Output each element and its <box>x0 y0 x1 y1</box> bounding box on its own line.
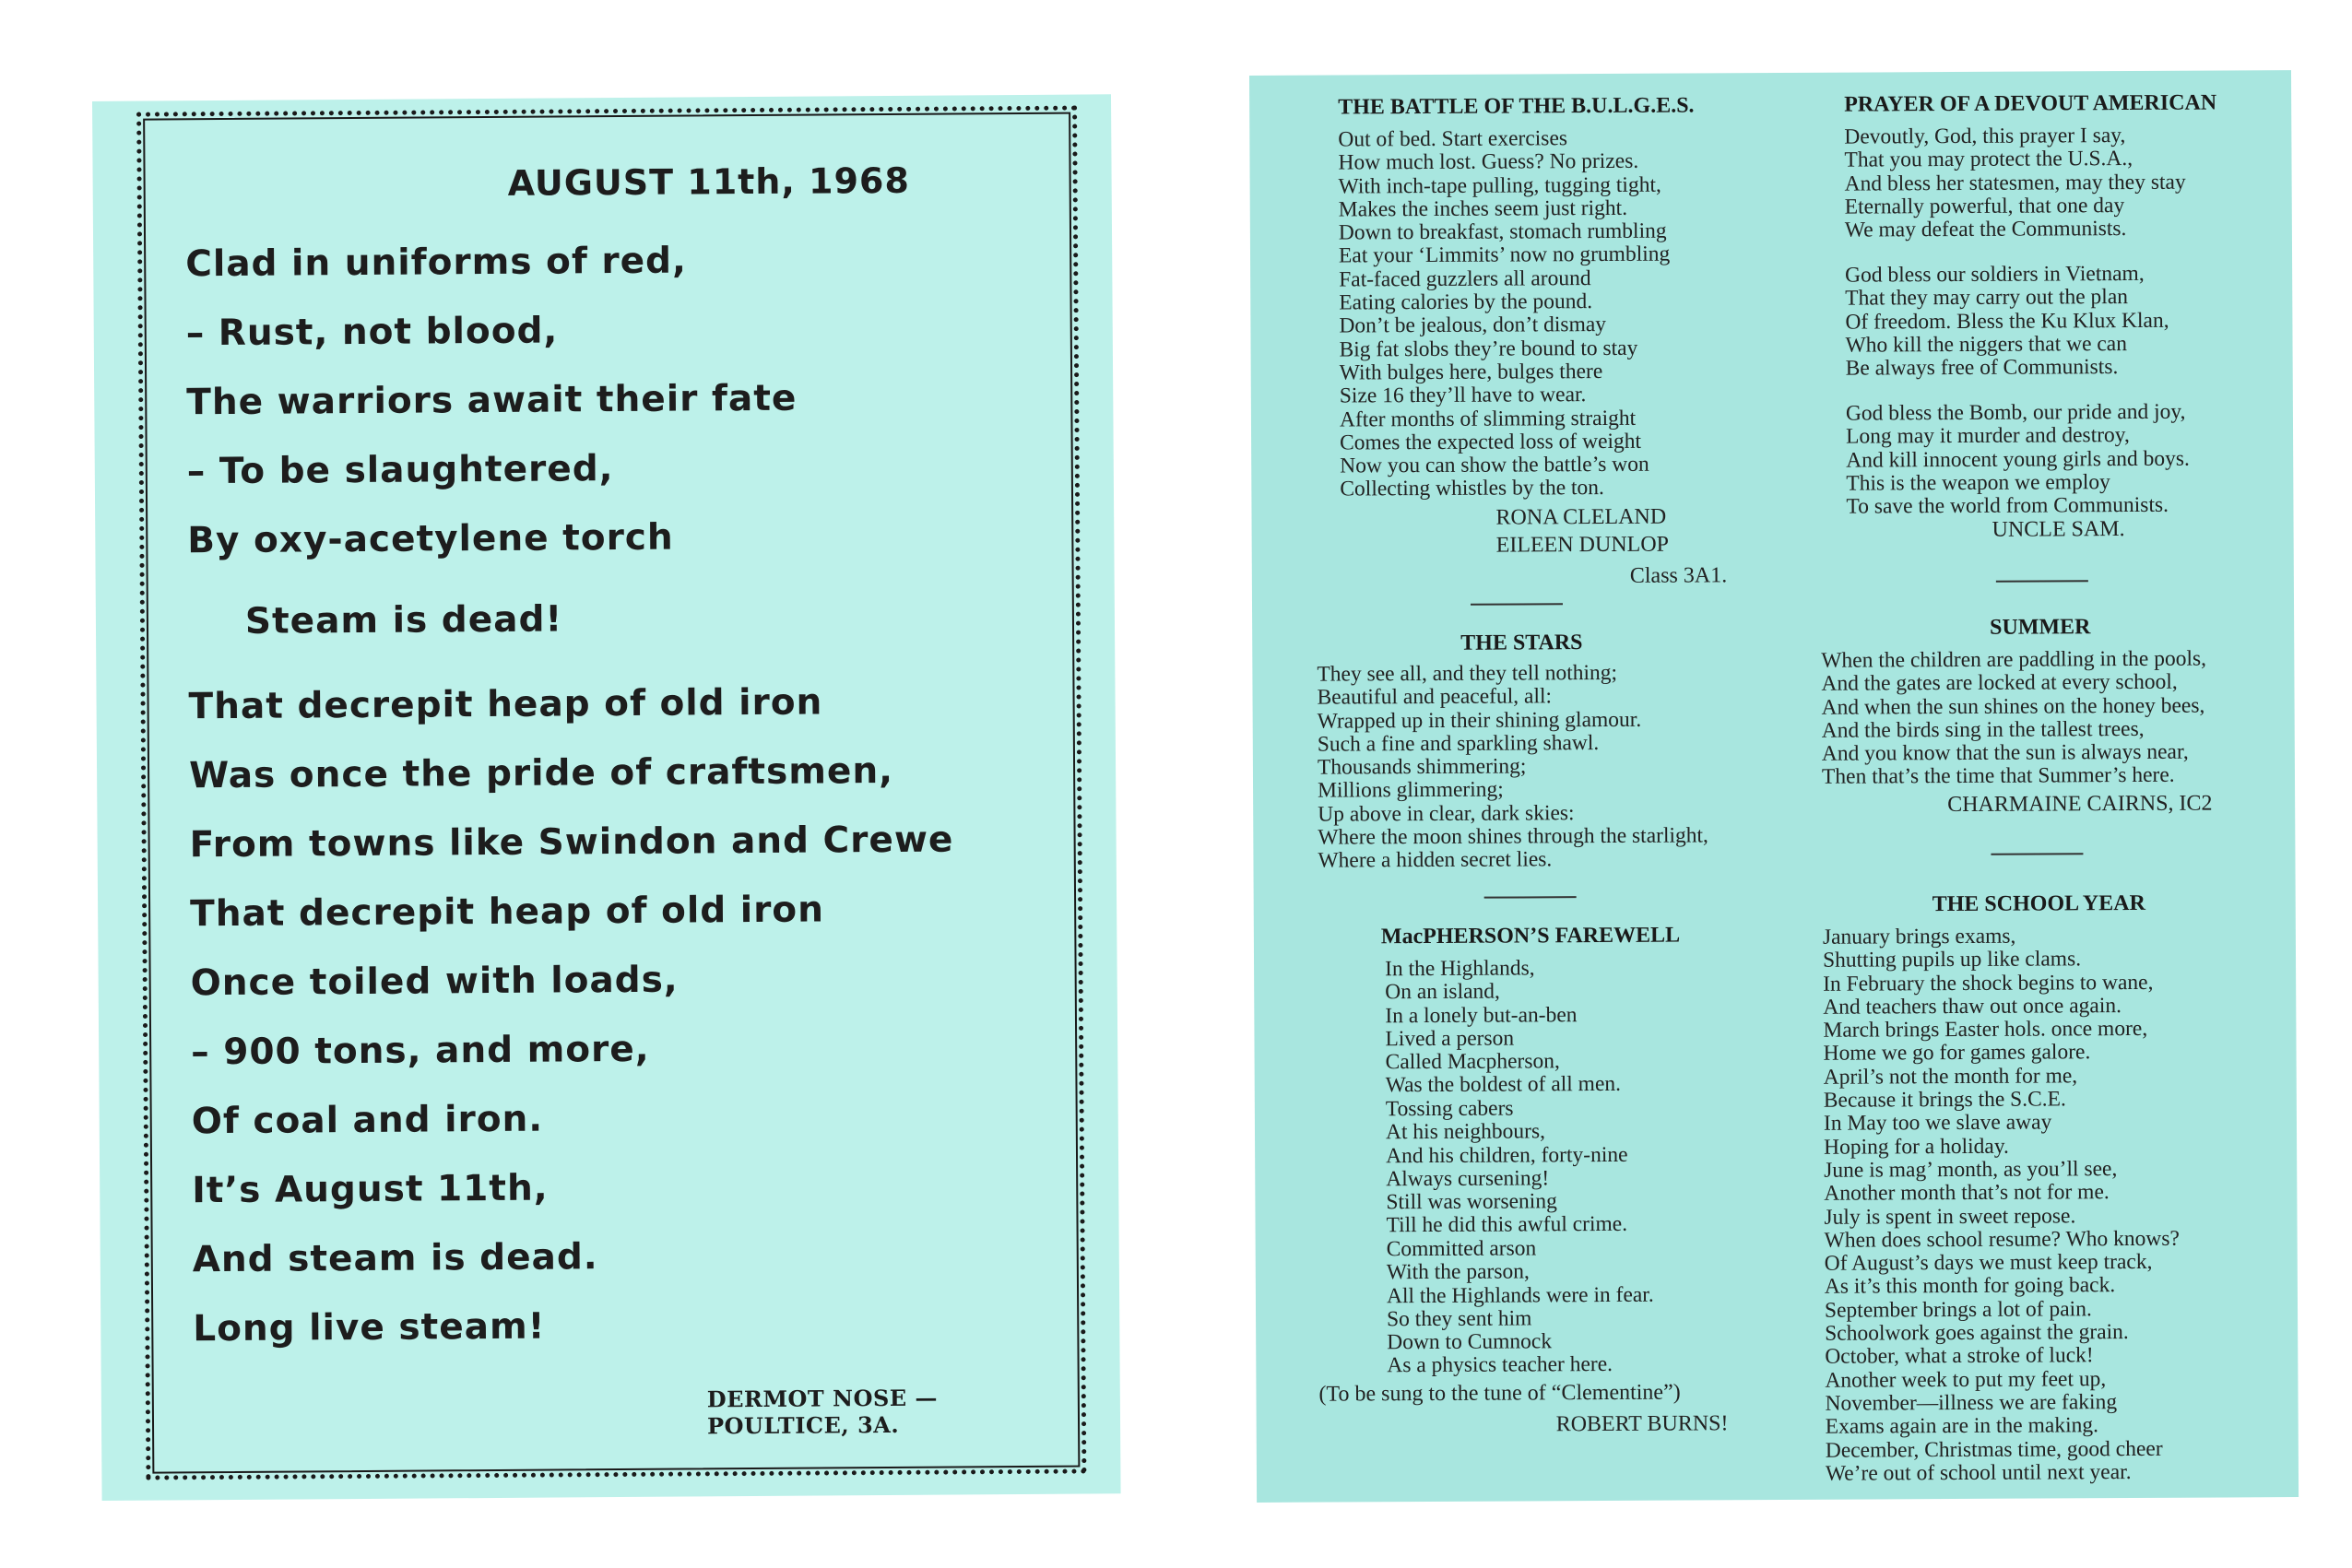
author-uncle-sam: UNCLE SAM. <box>1992 517 2125 542</box>
poem-line: On an island, <box>1385 979 1500 1005</box>
poem-line: From towns like Swindon and Crewe <box>189 819 954 867</box>
poem-line: When does school resume? Who knows? <box>1824 1226 2180 1253</box>
poem-line: Devoutly, God, this prayer I say, <box>1844 124 2126 149</box>
poem-stanza <box>1387 1237 1655 1378</box>
poem-line: Eternally powerful, that one day <box>1844 193 2125 219</box>
poem-line: That decrepit heap of old iron <box>188 681 823 728</box>
poem-line: And when the sun shines on the honey bees, <box>1821 693 2205 720</box>
author-eileen: EILEEN DUNLOP <box>1495 532 1670 558</box>
poem-line: Millions glimmering; <box>1317 778 1504 804</box>
poem-stanza <box>1846 401 2190 519</box>
poem-line: Another week to put my feet up, <box>1825 1366 2107 1393</box>
right-page <box>1249 70 2299 1503</box>
poem-line: In February the shock begins to wane, <box>1823 970 2154 996</box>
poem-line: Another month that’s not for me. <box>1824 1180 2110 1207</box>
poem-line: How much lost. Guess? No prizes. <box>1338 149 1639 175</box>
poem-line: With the parson, <box>1386 1259 1530 1285</box>
poem-line: Of freedom. Bless the Ku Klux Klan, <box>1845 308 2169 335</box>
poem-line: Of August’s days we must keep track, <box>1824 1250 2153 1276</box>
poem-line: And steam is dead. <box>192 1236 598 1281</box>
divider <box>1471 603 1563 606</box>
poem-title-summer: SUMMER <box>1990 615 2091 640</box>
poem-line: And the birds sing in the tallest trees, <box>1821 716 2145 743</box>
poem-line: After months of slimming straight <box>1339 406 1637 432</box>
author-rona: RONA CLELAND <box>1495 504 1667 530</box>
poem-line: We may defeat the Communists. <box>1844 217 2127 242</box>
poem-line: And kill innocent young girls and boys. <box>1846 446 2190 473</box>
poem-line: – 900 tons, and more, <box>191 1028 650 1074</box>
poem-line: Was the boldest of all men. <box>1385 1072 1622 1098</box>
poem-line: Out of bed. Start exercises <box>1338 126 1568 152</box>
poem-line: When the children are paddling in the pools, <box>1821 646 2207 673</box>
poem-line: Exams again are in the making. <box>1825 1413 2099 1439</box>
poem-line: Eating calories by the pound. <box>1339 289 1593 315</box>
poem-line: To save the world from Communists. <box>1846 492 2169 519</box>
poem-line: And bless her statesmen, may they stay <box>1844 170 2186 196</box>
poem-line: And teachers thaw out once again. <box>1823 993 2122 1020</box>
poem-line: Fat-faced guzzlers all around <box>1339 265 1591 292</box>
poem-line: And his children, forty-nine <box>1386 1142 1628 1168</box>
poem-line: The warriors await their fate <box>186 377 798 424</box>
poem-august-11th <box>184 95 1070 1440</box>
poem-title-bulges: THE BATTLE OF THE B.U.L.G.E.S. <box>1338 93 1695 120</box>
poem-line: Steam is dead! <box>244 598 563 643</box>
poem-line: December, Christmas time, good cheer <box>1825 1436 2163 1463</box>
poem-line: Size 16 they’ll have to wear. <box>1339 383 1587 408</box>
poem-line: By oxy-acetylene torch <box>187 516 674 562</box>
class-label: Class 3A1. <box>1629 563 1728 588</box>
poem-line: And the gates are locked at every school, <box>1821 670 2178 697</box>
poem-line: Hoping for a holiday. <box>1824 1134 2009 1160</box>
poem-line: Makes the inches seem just right. <box>1338 195 1628 222</box>
poem-line: Once toiled with loads, <box>190 959 679 1005</box>
poem-line: Of coal and iron. <box>191 1098 544 1143</box>
tune-note: (To be sung to the tune of “Clementine”) <box>1318 1380 1681 1407</box>
poem-line: Called Macpherson, <box>1385 1049 1560 1075</box>
poem-line: Wrapped up in their shining glamour. <box>1317 707 1642 734</box>
poem-line: Still was worsening <box>1386 1189 1557 1215</box>
poem-line: In May too we slave away <box>1823 1110 2052 1137</box>
poem-line: October, what a stroke of luck! <box>1825 1343 2094 1370</box>
poem-line: – To be slaughtered, <box>186 448 614 493</box>
poem-title-school-year: THE SCHOOL YEAR <box>1932 890 2145 917</box>
poem-line: Tossing cabers <box>1385 1096 1514 1122</box>
poem-title-prayer: PRAYER OF A DEVOUT AMERICAN <box>1844 90 2217 117</box>
poem-line: April’s not the month for me, <box>1823 1064 2078 1090</box>
poem-line: Then that’s the time that Summer’s here. <box>1821 763 2175 790</box>
poem-line: Long may it murder and destroy, <box>1845 423 2130 449</box>
poem-line: – Rust, not blood, <box>185 310 559 355</box>
poem-stanza <box>1385 957 1621 1098</box>
poem-line: That they may carry out the plan <box>1845 285 2129 311</box>
poem-line: Be always free of Communists. <box>1845 355 2119 381</box>
poem-line: Up above in clear, dark skies: <box>1318 800 1575 827</box>
poem-line: Lived a person <box>1385 1026 1515 1052</box>
left-page <box>92 94 1121 1501</box>
poem-line: At his neighbours, <box>1385 1119 1546 1145</box>
poem-line: June is mag’ month, as you’ll see, <box>1824 1157 2118 1183</box>
poem-line: Shutting pupils up like clams. <box>1822 947 2082 973</box>
poem-line: Down to Cumnock <box>1387 1329 1553 1355</box>
poem-line: Beautiful and peaceful, all: <box>1317 684 1553 710</box>
poem-line: That you may protect the U.S.A., <box>1844 147 2133 172</box>
poem-body-bulges <box>1338 127 1671 502</box>
poem-line: As a physics teacher here. <box>1387 1352 1613 1378</box>
poem-line: Down to breakfast, stomach rumbling <box>1338 218 1667 245</box>
poem-line: Home we go for games galore. <box>1823 1040 2091 1067</box>
poem-title: AUGUST 11th, 1968 <box>507 159 910 204</box>
poem-line: Long live steam! <box>193 1305 546 1350</box>
poem-line: In a lonely but-an-ben <box>1385 1002 1578 1028</box>
poem-stanza <box>1845 263 2169 381</box>
poem-line: In the Highlands, <box>1385 956 1535 982</box>
author-robert-burns: ROBERT BURNS! <box>1555 1411 1729 1437</box>
poem-line: Don’t be jealous, don’t dismay <box>1339 312 1607 338</box>
poem-line: Where the moon shines through the starlight, <box>1318 823 1708 850</box>
poem-line: Clad in uniforms of red, <box>185 240 687 286</box>
poem-line: Big fat slobs they’re bound to stay <box>1339 336 1638 362</box>
poem-line: Was once the pride of craftsmen, <box>188 749 894 797</box>
poem-line: September brings a lot of pain. <box>1824 1296 2092 1323</box>
poem-line: January brings exams, <box>1822 924 2016 949</box>
poem-line: All the Highlands were in fear. <box>1386 1282 1654 1308</box>
poem-line: We’re out of school until next year. <box>1825 1459 2132 1486</box>
poem-line: So they sent him <box>1386 1306 1532 1332</box>
poem-line: March brings Easter hols. once more, <box>1823 1017 2148 1043</box>
poem-line: Collecting whistles by the ton. <box>1340 476 1604 501</box>
divider <box>1996 580 2088 583</box>
poem-credit: DERMOT NOSE — POULTICE, 3A. <box>706 1384 939 1440</box>
poem-line: Thousands shimmering; <box>1317 754 1527 780</box>
poem-line: It’s August 11th, <box>192 1167 549 1212</box>
poem-line: This is the weapon we employ <box>1846 470 2110 496</box>
poem-line: And you know that the sun is always near, <box>1821 739 2189 766</box>
poem-line: Comes the expected loss of weight <box>1340 429 1642 455</box>
poem-line: With inch-tape pulling, tugging tight, <box>1338 172 1661 199</box>
poem-line: July is spent in sweet repose. <box>1824 1203 2076 1230</box>
poem-line: God bless the Bomb, our pride and joy, <box>1845 399 2186 426</box>
author-charmaine: CHARMAINE CAIRNS, IC2 <box>1947 791 2213 818</box>
poem-title-farewell: MacPHERSON’S FAREWELL <box>1380 923 1681 949</box>
poem-stanza <box>1844 124 2186 242</box>
poem-line: Eat your ‘Limmits’ now no grumbling <box>1338 242 1671 268</box>
poem-line: Always cursening! <box>1386 1166 1550 1192</box>
poem-title-stars: THE STARS <box>1460 631 1583 655</box>
poem-line: Committed arson <box>1386 1236 1537 1262</box>
poem-line: Till he did this awful crime. <box>1386 1212 1628 1238</box>
poem-body-school-year <box>1823 925 2181 1486</box>
poem-body-summer <box>1821 648 2206 790</box>
poem-line: Where a hidden secret lies. <box>1318 847 1553 873</box>
poem-line: With bulges here, bulges there <box>1339 359 1603 385</box>
poem-line: They see all, and they tell nothing; <box>1317 660 1618 687</box>
poem-line: As it’s this month for going back. <box>1824 1273 2116 1300</box>
divider <box>1991 853 2083 855</box>
divider <box>1484 896 1577 899</box>
poem-line: November—illness we are faking <box>1825 1390 2118 1416</box>
poem-stanza <box>1386 1097 1628 1238</box>
poem-line: God bless our soldiers in Vietnam, <box>1845 261 2145 288</box>
poem-line: Who kill the niggers that we can <box>1845 331 2128 358</box>
poem-line: Schoolwork goes against the grain. <box>1825 1320 2129 1346</box>
poem-line: Such a fine and sparkling shawl. <box>1317 730 1600 757</box>
poem-line: That decrepit heap of old iron <box>190 889 825 936</box>
poem-line: Because it brings the S.C.E. <box>1823 1087 2066 1113</box>
poem-line: Now you can show the battle’s won <box>1340 452 1649 478</box>
poem-body-stars <box>1317 661 1708 873</box>
